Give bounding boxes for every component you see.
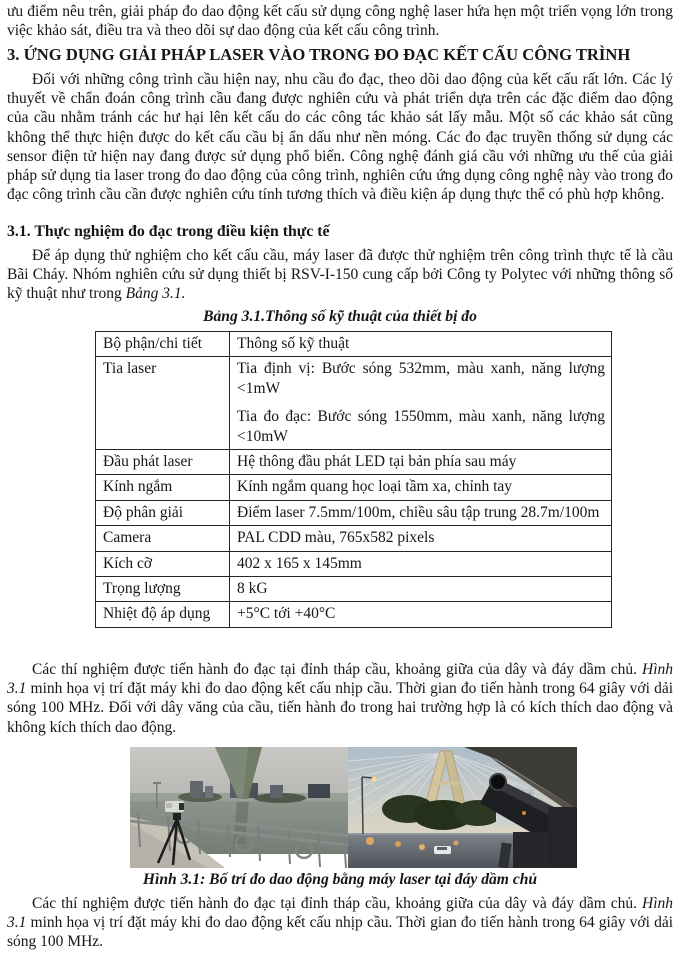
table-row (96, 526, 612, 551)
table-value-cell (230, 526, 612, 551)
table-row (96, 551, 612, 576)
photo-laser-tripod-riverside (130, 747, 348, 868)
table-label-cell: Đầu phát laser (96, 450, 230, 475)
table-label-cell: Kích cỡ (96, 551, 230, 576)
text-run: Các thí nghiệm được tiến hành đo đạc tại đỉnh tháp cầu, khoảng giữa của dây và đáy dầm chủ. (32, 895, 642, 912)
table-value-cell (230, 551, 612, 576)
text-run: Các thí nghiệm được tiến hành đo đạc tại đỉnh tháp cầu, khoảng giữa của dây và đáy dầm chủ. (32, 661, 642, 678)
paragraph-section3: Đối với những công trình cầu hiện nay, nhu cầu đo đạc, theo dõi dao động của kết cấu rất lớn. Các lý thuyết về chẩn đoán công trình cầu đang được nghiên cứu và phát triển dựa trên các đặc điểm dao động của cầu nhằm tránh các hư hại lên kết cấu do các công tác khảo sát lấy mẫu. Một số các khảo sát cũng không thể thực hiện được do kết cấu cầu bị ẩn dấu như nền móng. Các đo đạc truyền thống sử dụng các sensor điện tử hiện nay đang được sử dụng phổ biến. Công nghệ đánh giá cầu với những ưu thế của giải pháp sử dụng tia laser trong đo dao động của công trình, nghiên cứu ứng dụng công nghệ này vào trong đo đạc công trình cầu cần được nghiên cứu tính tương thích và điều kiện áp dụng thực thể có phù hợp không. (7, 71, 673, 204)
table-value-line: 8 kG (237, 580, 268, 598)
paragraph-closing (7, 894, 673, 952)
figure-reference: Hình 3.1 (7, 661, 673, 698)
spec-table (95, 331, 612, 628)
table-label-cell: Trọng lượng (96, 577, 230, 602)
table-row (96, 500, 612, 525)
table-label-cell: Camera (96, 526, 230, 551)
table-value-line: Tia định vị: Bước sóng 532mm, màu xanh, năng lượng <1mW (237, 360, 605, 397)
paragraph-intro: ưu điểm nêu trên, giải pháp đo dao động kết cấu sử dụng công nghệ laser hứa hẹn một triển vọng lớn trong việc khảo sát, điều tra và theo dõi sự dao động của kết cấu công trình. (7, 3, 673, 40)
table-value-line: Kính ngắm quang học loại tầm xa, chỉnh tay (237, 478, 513, 496)
table-reference: Bảng 3.1. (125, 285, 186, 303)
table-caption: Bảng 3.1.Thông số kỹ thuật của thiết bị đo (203, 308, 477, 325)
table-value-line: Điểm laser 7.5mm/100m, chiều sâu tập trung 28.7m/100m (237, 503, 600, 521)
table-row (96, 602, 612, 627)
text-run: minh họa vị trí đặt máy khi đo dao động kết cấu nhịp cầu. Thời gian đo tiến hành trong 64 giây với dải sóng 100 MHz. Đối với dây văng của cầu, tiến hành đo trong hai trường hợp là có kích thích dao động và không kích thích dao động. (7, 680, 673, 736)
table-value-cell (230, 450, 612, 475)
table-header-row (96, 332, 612, 357)
table-label-cell: Tia laser (96, 357, 230, 450)
table-header-cell: Bộ phận/chi tiết (96, 332, 230, 357)
spec-table-body (96, 332, 612, 628)
table-value-cell (230, 602, 612, 627)
table-row (96, 577, 612, 602)
table-row (96, 357, 612, 450)
section-heading: 3. ỨNG DỤNG GIẢI PHÁP LASER VÀO TRONG ĐO ĐẠC KẾT CẤU CÔNG TRÌNH (7, 45, 631, 64)
table-value-line: 402 x 165 x 145mm (237, 554, 362, 572)
table-row (96, 475, 612, 500)
table-value-line: Tia đo đạc: Bước sóng 1550mm, màu xanh, năng lượng <10mW (237, 408, 605, 445)
table-value-cell (230, 577, 612, 602)
table-label-cell: Độ phân giải (96, 500, 230, 525)
text-run: Để áp dụng thử nghiệm cho kết cấu cầu, máy laser đã được thử nghiệm trên công trình thực tế là cầu Bãi Cháy. Nhóm nghiên cứu sử dụng thiết bị RSV-I-150 cung cấp bởi Công ty Polytec với những thông số kỹ thuật như trong (7, 247, 673, 303)
table-value-cell (230, 500, 612, 525)
table-value-cell (230, 475, 612, 500)
figure-caption: Hình 3.1: Bố trí đo dao động bằng máy laser tại đáy dầm chủ (142, 871, 538, 888)
paragraph-section31 (7, 246, 673, 304)
table-label-cell: Kính ngắm (96, 475, 230, 500)
table-value-cell (230, 357, 612, 450)
subsection-heading: 3.1. Thực nghiệm đo đạc trong điều kiện thực tế (7, 223, 330, 240)
figure-reference: Hình 3.1 (7, 895, 673, 932)
table-row (96, 450, 612, 475)
paragraph-figure (7, 660, 673, 737)
photo-laser-device-under-bridge (348, 747, 577, 868)
table-value-line: Hệ thông đầu phát LED tại bản phía sau máy (237, 453, 517, 471)
text-run: minh họa vị trí đặt máy khi đo dao động kết cấu nhịp cầu. Thời gian đo tiến hành trong 64 giây với dải sóng 100 MHz. (7, 914, 673, 951)
figure-photos (130, 747, 577, 868)
table-label-cell: Nhiệt độ áp dụng (96, 602, 230, 627)
table-value-line: PAL CDD màu, 765x582 pixels (237, 529, 435, 547)
table-header-cell: Thông số kỹ thuật (230, 332, 612, 357)
table-value-line: +5°C tới +40°C (237, 605, 336, 623)
